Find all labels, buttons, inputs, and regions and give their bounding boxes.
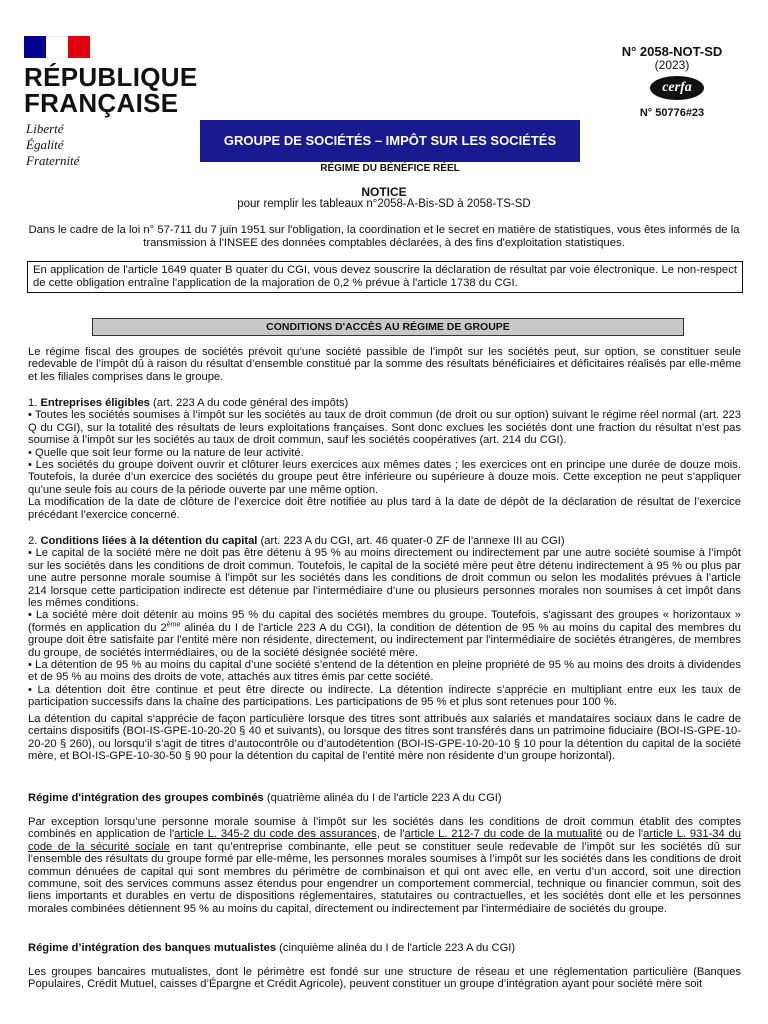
devise-liberte: Liberté: [26, 121, 64, 136]
bullet-item: • Les sociétés du groupe doivent ouvrir et clôturer leurs exercices aux mêmes dates ; les exercices ont en principe une durée de douze mois. Toutefois, la durée d’un exercice des sociétés du groupe peut être inférieure ou supérieure à douze mois. Cette exception ne peut s’appliquer qu’une seule fois au cours de la période ouverte par une même option.: [28, 459, 741, 496]
devise-egalite: Égalité: [26, 137, 64, 152]
link-code-assurances[interactable]: article L. 345-2 du code des assurances: [174, 828, 377, 841]
bullet-text: • La société mère doit détenir au moins 95 % du capital des sociétés membres du groupe. Toutefois, s'agissant des groupes « horizontaux » (formés en application du 2: [28, 609, 741, 634]
paragraph: La modification de la date de clôture de l’exercice doit être notifiée au plus tard à la date de dépôt de la déclaration de résultat de l’exercice précédant l’exercice concerné.: [28, 496, 741, 521]
subsection-reference: (art. 223 A du CGI, art. 46 quater-0 ZF de l’annexe III au CGI): [260, 535, 565, 547]
paragraph-regime-fiscal: Le régime fiscal des groupes de sociétés prévoit qu’une société passible de l’impôt sur les sociétés peut, sur option, se constituer seule redevable de l’impôt dû à raison du résultat d’ensemble constitué par la somme des résultats bénéficiaires et déficitaires réalisés par elle-même et les filiales comprises dans le groupe.: [28, 346, 741, 383]
subsection-heading: [28, 535, 741, 547]
title-banner: GROUPE DE SOCIÉTÉS – IMPÔT SUR LES SOCIÉTÉS: [200, 120, 580, 162]
flag-blue-stripe: [24, 36, 46, 58]
subsection-title: Conditions liées à la détention du capital: [40, 535, 258, 547]
bullet-item: • Toutes les sociétés soumises à l’impôt sur les sociétés au taux de droit commun (de droit ou sur option) suivant le régime réel normal (art. 223 Q du CGI), sur la totalité des résultats de leurs exploitations françaises. Sont donc exclues les sociétés dont une fraction du résultat n’est pas soumise à l’impôt sur les sociétés au taux de droit commun, sauf les sociétés coopératives (art. 214 du CGI).: [28, 409, 741, 447]
paragraph-banques-mutualistes: [28, 966, 741, 991]
heading-groupes-combines: [28, 792, 741, 804]
heading-title: Régime d'intégration des groupes combinés: [28, 792, 264, 804]
subsection-number: 1.: [28, 397, 38, 409]
flag-red-stripe: [68, 36, 90, 58]
link-code-mutualite[interactable]: article L. 212-7 du code de la mutualité: [404, 828, 603, 841]
subsection-reference: (art. 223 A du code général des impôts): [153, 397, 349, 409]
heading-title: Régime d’intégration des banques mutualistes: [28, 942, 277, 954]
subsection-title: Entreprises éligibles: [40, 397, 150, 409]
notice-subtitle: pour remplir les tableaux n°2058-A-Bis-SD à 2058-TS-SD: [237, 198, 531, 210]
devise-fraternite: Fraternité: [26, 153, 80, 168]
bullet-item: • La détention de 95 % au moins du capital d’une société s’entend de la détention en pleine propriété de 95 % au moins des droits à dividendes et de 95 % au moins des droits de vote, attachés aux titres émis par cette société.: [28, 659, 741, 684]
section-title: CONDITIONS D'ACCÈS AU RÉGIME DE GROUPE: [92, 318, 684, 336]
regime-subtitle: RÉGIME DU BÉNÉFICE RÉEL: [320, 163, 460, 174]
flag-white-stripe: [46, 36, 68, 58]
heading-banques-mutualistes: [28, 942, 741, 954]
cerfa-number: N° 50776#23: [639, 107, 705, 119]
logo-line-2: FRANÇAISE: [24, 88, 179, 118]
heading-reference: (cinquième alinéa du I de l'article 223 A du CGI): [279, 942, 516, 954]
section-entreprises-eligibles: [28, 397, 741, 521]
subsection-number: 2.: [28, 535, 38, 547]
form-year: (2023): [654, 58, 690, 72]
devise: [26, 121, 79, 169]
bullet-item: • La détention doit être continue et peut être directe ou indirecte. La détention indirecte s’apprécie en multipliant entre eux les taux de participation successifs dans la chaîne des participations. Les participations de 95 % et plus sont retenues pour 100 %.: [28, 683, 741, 709]
superscript: ème: [166, 621, 181, 629]
bullet-item: • Le capital de la société mère ne doit pas être détenu à 95 % au moins directement ou indirectement par une autre société soumise à l’impôt sur les sociétés dans les conditions de droit commun. Toutefois, le capital de la société mère peut être détenu indirectement à 95 % ou plus par une autre personne morale soumise à l’impôt sur les sociétés dans les conditions de droit commun ou selon les modalités prévues à l’article 214 lorsque cette participation indirecte est détenue par l’intermédiaire d’une ou plusieurs personnes morales non soumises à cet impôt dans les mêmes conditions.: [28, 547, 741, 610]
notice-heading: NOTICE: [361, 185, 407, 199]
text: , de l': [376, 828, 405, 841]
marianne-flag-icon: [24, 36, 90, 58]
link-code-securite-sociale[interactable]: article L. 931-34 du code de la sécurité sociale: [28, 828, 741, 853]
cerfa-logo: cerfa: [650, 76, 704, 100]
intro-paragraph: [28, 346, 741, 383]
paragraph: Les groupes bancaires mutualistes, dont le périmètre est fondé sur une structure de réseau et une réglementation particulière (Banques Populaires, Crédit Mutuel, caisses d’Épargne et Crédit Agricole), peuvent constituer un groupe d’intégration ayant pour société mère soit: [28, 966, 741, 991]
subsection-heading: [28, 397, 741, 409]
logo-line-1: RÉPUBLIQUE: [24, 62, 198, 92]
heading-reference: (quatrième alinéa du I de l'article 223 A du CGI): [266, 792, 502, 804]
paragraph-groupes-combines: [28, 816, 741, 915]
bullet-text: alinéa du I de l'article 223 A du CGI), la condition de détention de 95 % au moins du capital des membres du groupe doit être satisfaite par l'entité mère non résidente, directement, ou indirectement par l'intermédiaire de sociétés étrangères, de membres du groupe, de sociétés intermédiaires, ou de la société désignée société mère.: [28, 621, 741, 659]
insee-intro: Dans le cadre de la loi n° 57-711 du 7 juin 1951 sur l'obligation, la coordination et le secret en matière de statistiques, vous êtes informés de la transmission à l'INSEE des données comptables déclarées, à des fins d'exploitation statistiques.: [28, 224, 740, 249]
form-number: N° 2058-NOT-SD: [621, 44, 723, 59]
paragraph: La détention du capital s’apprécie de façon particulière lorsque des titres sont attribués aux salariés et mandataires sociaux dans le cadre de certains dispositifs (BOI-IS-GPE-10-20-20 § 40 et suivants), ou lorsque des titres sont transférés dans un patrimoine fiduciaire (BOI-IS-GPE-10-20-20 § 260), ou lorsqu’il s’agit de titres d’autocontrôle ou d’autodétention (BOI-IS-GPE-10-20-10 § 10 pour la détention du capital de la société mère, et BOI-IS-GPE-10-30-50 § 90 pour la détention du capital de l’entité mère non résidente d’un groupe horizontal).: [28, 712, 741, 762]
text: ou de l': [602, 828, 644, 841]
electronic-filing-notice-box: En application de l'article 1649 quater B quater du CGI, vous devez souscrire la déclaration de résultat par voie électronique. Le non-respect de cette obligation entraîne l'application de la majoration de 0,2 % prévue à l'article 1738 du CGI.: [27, 261, 743, 293]
text: en tant qu’entreprise combinante, elle peut se constituer seule redevable de l’impôt sur les sociétés dû sur l’ensemble des résultats du groupe formé par elle-même, les personnes morales soumises à l’impôt sur les sociétés dans les conditions de droit commun dénuées de capital qui sont membres du périmètre de combinaison et qui ont avec elle, en vertu d’un accord, soit une direction commune, soit des services communs assez étendus pour engendrer un comportement commercial, technique ou financier commun, soit des liens importants et durables en vertu de dispositions réglementaires, statutaires ou contractuelles, et les sociétés dont elle et les personnes morales combinées détiennent 95 % au moins du capital, directement ou indirectement par l'intermédiaire de sociétés du groupe.: [28, 840, 741, 915]
bullet-item: • Quelle que soit leur forme ou la nature de leur activité.: [28, 446, 304, 459]
text: Par exception lorsqu’une personne morale soumise à l’impôt sur les sociétés dans les conditions de droit commun établit des comptes combinés en application de l': [28, 816, 741, 841]
republique-francaise-logo: [24, 64, 197, 116]
section-detention-capital: [28, 535, 741, 762]
bullet-item: [28, 609, 741, 659]
